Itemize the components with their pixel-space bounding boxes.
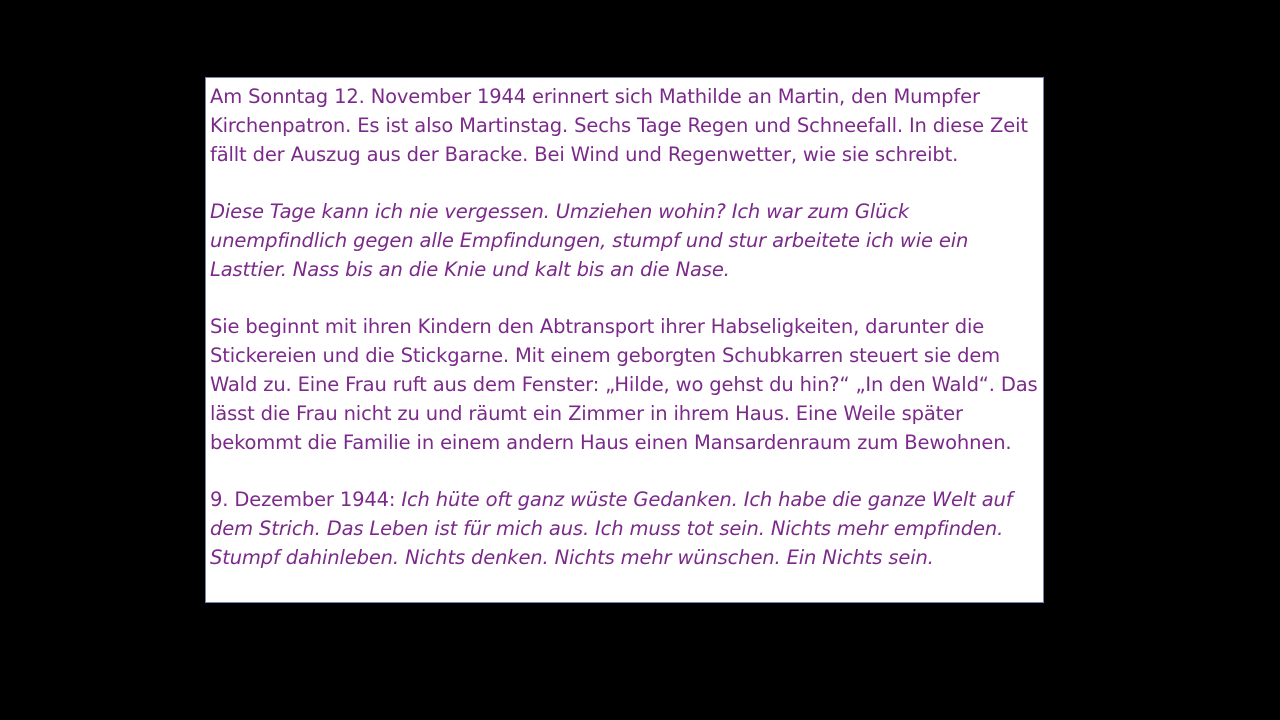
paragraph-spacer	[210, 169, 1039, 198]
diary-entry-2	[210, 486, 1039, 572]
paragraph-spacer	[210, 457, 1039, 486]
paragraph-spacer	[210, 285, 1039, 314]
paragraph-move: Sie beginnt mit ihren Kindern den Abtransport ihrer Habseligkeiten, darunter die Stickereien und die Stickgarne. Mit einem geborgten Schubkarren steuert sie dem Wald zu. Eine Frau ruft aus dem Fenster: „Hilde, wo gehst du hin?“ „In den Wald“. Das lässt die Frau nicht zu und räumt ein Zimmer in ihrem Haus. Eine Weile später bekommt die Familie in einem andern Haus einen Mansardenraum zum Bewohnen.	[210, 315, 1038, 454]
text-box	[205, 77, 1044, 603]
paragraph-intro: Am Sonntag 12. November 1944 erinnert sich Mathilde an Martin, den Mumpfer Kirchenpatron. Es ist also Martinstag. Sechs Tage Regen und Schneefall. In diese Zeit fällt der Auszug aus der Baracke. Bei Wind und Regenwetter, wie sie schreibt.	[210, 85, 1028, 166]
diary-date: 9. Dezember 1944:	[210, 488, 402, 512]
diary-quote-2: Ich hüte oft ganz wüste Gedanken. Ich habe die ganze Welt auf dem Strich. Das Leben ist für mich aus. Ich muss tot sein. Nichts mehr empfinden. Stumpf dahinleben. Nichts denken. Nichts mehr wünschen. Ein Nichts sein.	[210, 488, 1013, 569]
diary-quote-1: Diese Tage kann ich nie vergessen. Umziehen wohin? Ich war zum Glück unempfindlich gegen alle Empfindungen, stumpf und stur arbeitete ich wie ein Lasttier. Nass bis an die Knie und kalt bis an die Nase.	[210, 200, 969, 281]
